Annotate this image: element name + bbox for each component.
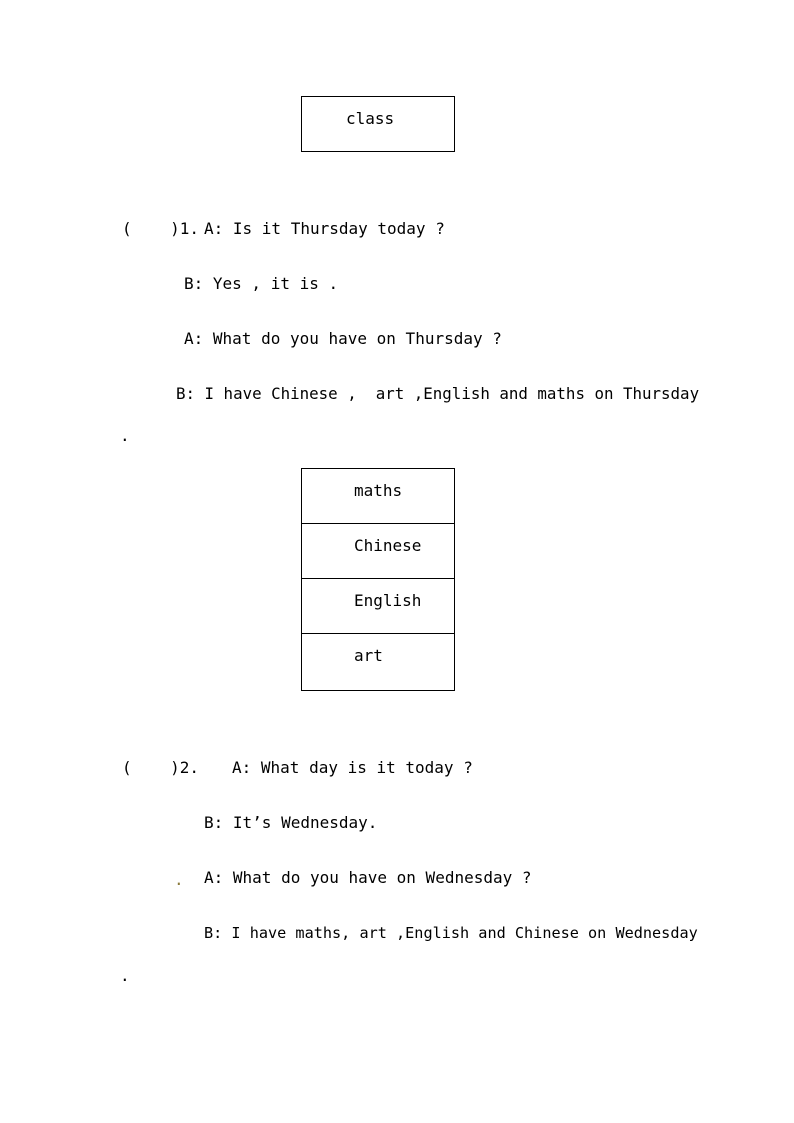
subject-boxes <box>301 468 455 691</box>
subject-box <box>302 634 454 690</box>
class-box <box>301 96 455 152</box>
q2-line-b2: B: I have maths, art ,English and Chinese on Wednesday <box>204 924 698 942</box>
subject-box <box>302 524 454 579</box>
subject-label: Chinese <box>354 536 422 555</box>
q1-end-dot: . <box>120 426 130 445</box>
q1-bracket: ( )1. <box>122 219 200 238</box>
q1-line-b1: B: Yes , it is . <box>184 274 339 293</box>
q1-line-a1: A: Is it Thursday today ? <box>204 219 445 238</box>
subject-label: art <box>354 646 383 665</box>
q2-end-dot: . <box>120 966 130 985</box>
subject-label: maths <box>354 481 403 500</box>
q1-line-b2: B: I have Chinese , art ,English and maths on Thursday <box>176 384 700 403</box>
class-label: class <box>346 109 395 128</box>
subject-label: English <box>354 591 422 610</box>
subject-box <box>302 579 454 634</box>
subject-box <box>302 469 454 524</box>
q2-line-b1: B: It’s Wednesday. <box>204 813 378 832</box>
q2-bracket: ( )2. <box>122 758 200 777</box>
q2-mark: . <box>174 870 184 889</box>
q2-line-a1: A: What day is it today ? <box>232 758 473 777</box>
q2-line-a2: A: What do you have on Wednesday ? <box>204 868 532 887</box>
q1-line-a2: A: What do you have on Thursday ? <box>184 329 502 348</box>
